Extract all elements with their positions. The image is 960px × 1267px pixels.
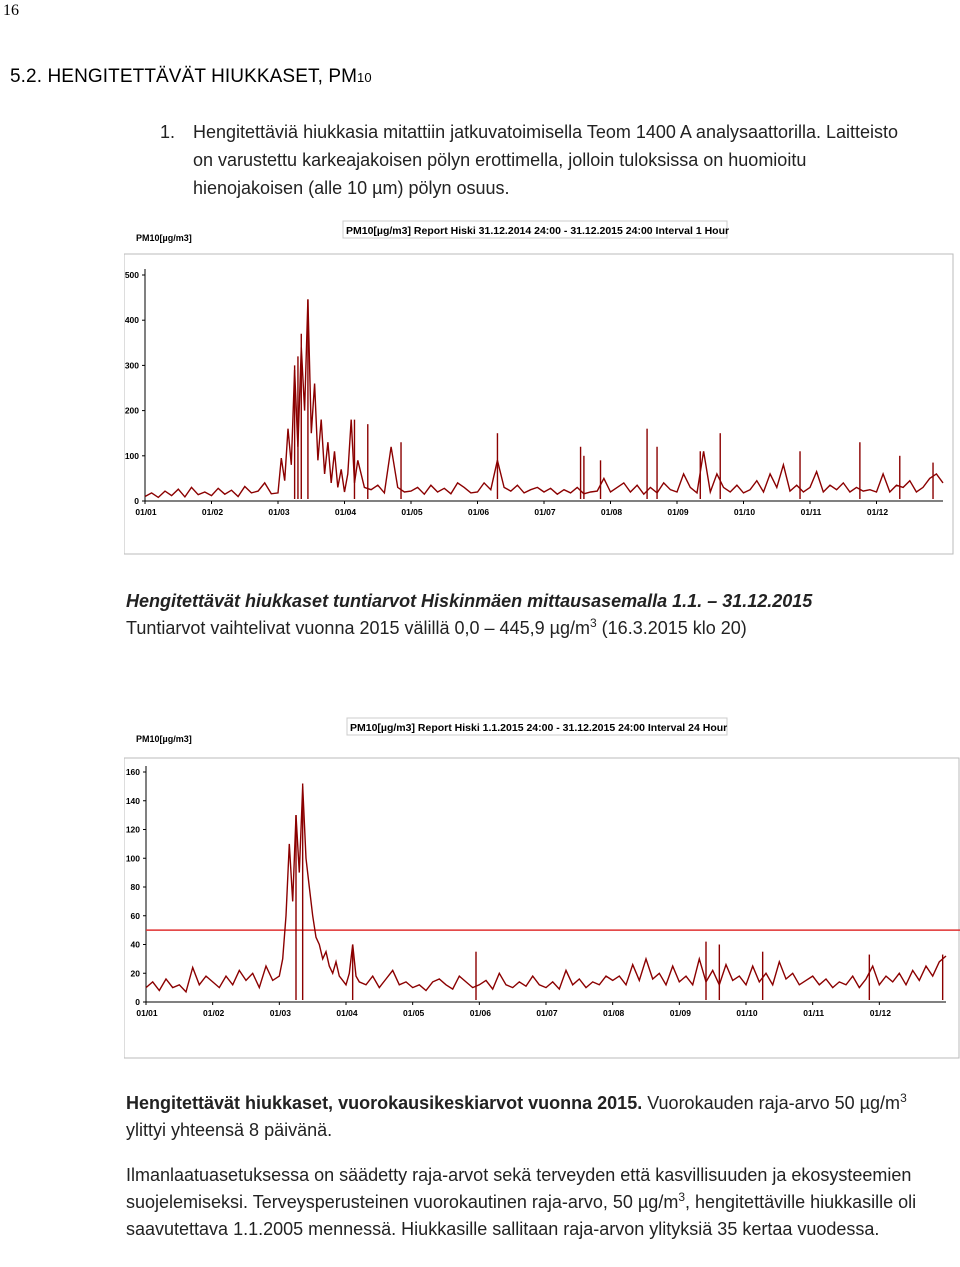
x-tick-label: 01/08 <box>600 507 623 517</box>
caption-hourly-text-a: Tuntiarvot vaihtelivat vuonna 2015 välillä 0,0 – 445,9 µg/m <box>126 618 590 638</box>
y-tick-label: 100 <box>124 450 139 461</box>
y-tick-label: 400 <box>124 315 139 326</box>
y-tick-label: 160 <box>125 767 140 777</box>
caption-daily-title: Hengitettävät hiukkaset, vuorokausikeskiarvot vuonna 2015. <box>126 1093 643 1113</box>
limit-paragraph <box>126 1162 926 1243</box>
chart-title: PM10[µg/m3] Report Hiski 31.12.2014 24:00 - 31.12.2015 24:00 Interval 1 Hour <box>346 225 730 237</box>
x-tick-label: 01/05 <box>403 1008 425 1018</box>
y-tick-label: 140 <box>125 795 140 806</box>
intro-text: Hengitettäviä hiukkasia mitattiin jatkuvatoimisella Teom 1400 A analysaattorilla. Laitteisto on varustettu karkeajakoisen pölyn erottimella, jolloin tuloksissa on huomioitu hienojakoisen (alle 10 µm) pölyn osuus. <box>193 122 899 198</box>
x-tick-label: 01/09 <box>669 1008 691 1018</box>
y-tick-label: 0 <box>134 496 139 506</box>
paragraph-text-a: Ilmanlaatuasetuksessa on säädetty raja-arvot sekä terveyden että kasvillisuuden ja ekosysteemien suojelemiseksi. Terveysperusteinen vuorokautinen raja-arvo, 50 µg/m <box>126 1165 912 1212</box>
caption-hourly <box>126 588 936 642</box>
x-tick-label: 01/12 <box>866 507 889 517</box>
x-tick-label: 01/03 <box>268 507 290 517</box>
y-tick-label: 20 <box>130 968 140 979</box>
page-number: 16 <box>3 2 19 19</box>
caption-daily-text-b: ylittyi yhteensä 8 päivänä. <box>126 1120 333 1140</box>
section-title-subscript: 10 <box>357 70 372 85</box>
x-tick-label: 01/12 <box>869 1008 891 1018</box>
x-tick-label: 01/05 <box>401 507 423 517</box>
caption-hourly-text <box>126 615 936 642</box>
x-tick-label: 01/01 <box>135 507 157 517</box>
caption-hourly-sup: 3 <box>589 616 597 630</box>
hourly-chart-svg <box>124 214 954 556</box>
y-tick-label: 500 <box>124 270 139 280</box>
x-tick-label: 01/01 <box>136 1008 158 1018</box>
x-tick-label: 01/07 <box>536 1008 558 1018</box>
y-tick-label: 0 <box>135 997 140 1007</box>
x-tick-label: 01/07 <box>534 507 556 517</box>
y-axis-label: PM10[µg/m3] <box>136 734 192 744</box>
y-tick-label: 40 <box>130 939 140 950</box>
paragraph-text-b: , hengitettäville hiukkasille oli saavutettava 1.1.2005 mennessä. Hiukkasille sallitaan raja-arvon ylityksiä 35 kertaa vuodessa. <box>126 1192 917 1239</box>
intro-item <box>160 118 900 202</box>
daily-chart-svg <box>124 714 960 1060</box>
hourly-chart <box>124 214 954 556</box>
caption-hourly-title: Hengitettävät hiukkaset tuntiarvot Hiskinmäen mittausasemalla 1.1. – 31.12.2015 <box>126 591 813 611</box>
caption-daily <box>126 1090 936 1144</box>
paragraph-sup: 3 <box>678 1190 686 1204</box>
caption-daily-text-a: Vuorokauden raja-arvo 50 µg/m <box>642 1093 901 1113</box>
caption-hourly-text-b: (16.3.2015 klo 20) <box>596 618 747 638</box>
y-axis-label: PM10[µg/m3] <box>136 233 192 243</box>
x-tick-label: 01/11 <box>800 507 822 517</box>
x-tick-label: 01/04 <box>334 507 357 517</box>
section-title <box>10 66 372 88</box>
x-tick-label: 01/06 <box>469 1008 491 1018</box>
section-title-text: 5.2. HENGITETTÄVÄT HIUKKASET, PM <box>10 66 358 87</box>
y-tick-label: 100 <box>125 853 140 864</box>
x-tick-label: 01/10 <box>733 507 756 517</box>
y-tick-label: 60 <box>130 910 140 921</box>
y-tick-label: 200 <box>124 405 139 416</box>
caption-daily-sup: 3 <box>900 1091 907 1105</box>
daily-chart <box>124 714 954 1060</box>
x-tick-label: 01/02 <box>203 1008 225 1018</box>
y-tick-label: 80 <box>130 882 140 892</box>
x-tick-label: 01/10 <box>736 1008 758 1018</box>
y-tick-label: 120 <box>125 824 140 835</box>
x-tick-label: 01/03 <box>269 1008 291 1018</box>
x-tick-label: 01/08 <box>603 1008 625 1018</box>
chart-title: PM10[µg/m3] Report Hiski 1.1.2015 24:00 - 31.12.2015 24:00 Interval 24 Hour <box>350 722 728 734</box>
x-tick-label: 01/02 <box>201 507 224 517</box>
x-tick-label: 01/11 <box>803 1008 825 1018</box>
y-tick-label: 300 <box>124 360 139 371</box>
intro-number: 1. <box>160 122 176 142</box>
x-tick-label: 01/04 <box>336 1008 358 1018</box>
x-tick-label: 01/06 <box>467 507 490 517</box>
x-tick-label: 01/09 <box>667 507 689 517</box>
